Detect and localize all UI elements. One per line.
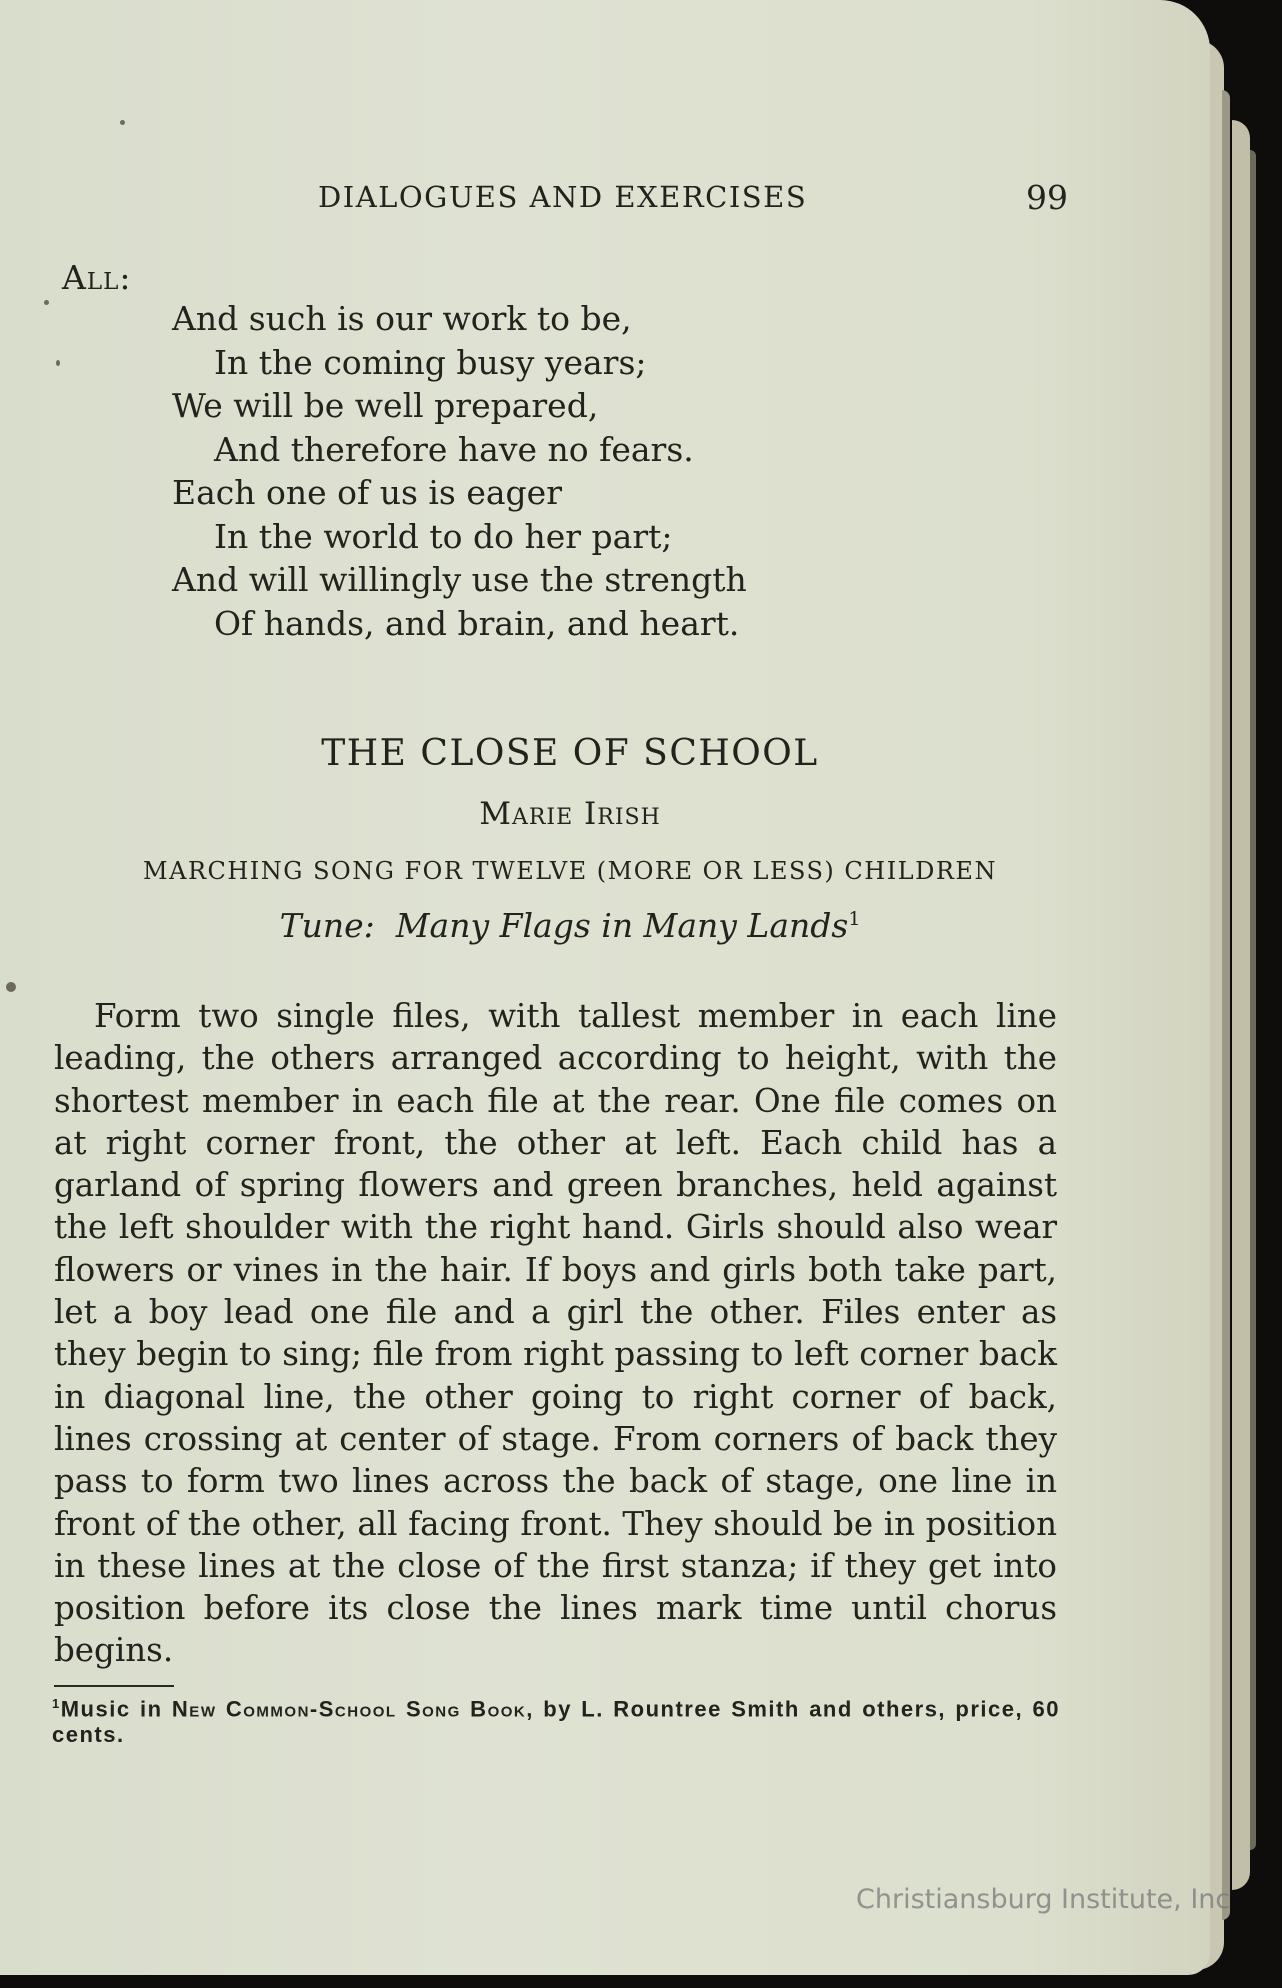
page-edge	[1250, 150, 1256, 1850]
poem-line: Of hands, and brain, and heart.	[214, 603, 740, 643]
poem-line: And therefore have no fears.	[214, 429, 694, 469]
poem-line: We will be well prepared,	[172, 386, 599, 425]
tune-name: Many Flags in Many Lands	[395, 906, 849, 945]
section-subtitle: MARCHING SONG FOR TWELVE (MORE OR LESS) CHILDREN	[143, 857, 997, 885]
watermark: Christiansburg Institute, Inc	[856, 1884, 1231, 1915]
stage-directions: Form two single files, with tallest member in each line leading, the others arranged according to height, with the shortest member in each file at the rear. One file comes on at right corner front, the other at left. Each child has a garland of spring flowers and green branches, held against the left shoulder with the right hand. Girls should also wear flowers or vines in the hair. If boys and girls both take part, let a boy lead one file and a girl the other. Files enter as they begin to sing; file from right passing to left corner back in diagonal line, the other going to right corner of back, lines crossing at center of stage. From corners of back they pass to form two lines across the back of stage, one line in front of the other, all facing front. They should be in position in these lines at the close of the first stanza; if they get into position before its close the lines mark time until chorus begins.	[54, 997, 1057, 1670]
page-edge	[1232, 120, 1250, 1890]
poem-line: And will willingly use the strength	[172, 560, 747, 599]
poem-line: In the coming busy years;	[214, 342, 647, 382]
poem-line: And such is our work to be,	[172, 299, 632, 338]
poem-line: Each one of us is eager	[172, 473, 562, 512]
page-number: 99	[1026, 178, 1068, 217]
tune-label: Tune:	[279, 906, 375, 945]
running-header: DIALOGUES AND EXERCISES	[318, 180, 808, 214]
footnote-marker: 1	[848, 908, 861, 930]
speaker-label: All:	[62, 258, 132, 297]
footnote	[52, 1691, 1060, 1748]
poem-stanza	[172, 297, 747, 645]
page-edge	[1222, 90, 1230, 1920]
poem-line: In the world to do her part;	[214, 516, 673, 556]
paper-speck	[120, 120, 125, 125]
footnote-text-end: by L. Rountree Smith and others, price, 60 cents.	[52, 1696, 1060, 1748]
footnote-text-start: Music in	[60, 1696, 163, 1722]
footnote-number: 1	[52, 1696, 61, 1711]
footnote-rule	[54, 1685, 174, 1687]
section-title: THE CLOSE OF SCHOOL	[321, 733, 819, 774]
tune-line	[0, 906, 1140, 945]
author-name: Marie Irish	[479, 796, 661, 832]
footnote-book-title: New Common-School Song Book,	[171, 1696, 534, 1722]
paper-speck	[44, 300, 49, 305]
paper-speck	[56, 360, 60, 366]
paper-speck	[6, 982, 16, 992]
